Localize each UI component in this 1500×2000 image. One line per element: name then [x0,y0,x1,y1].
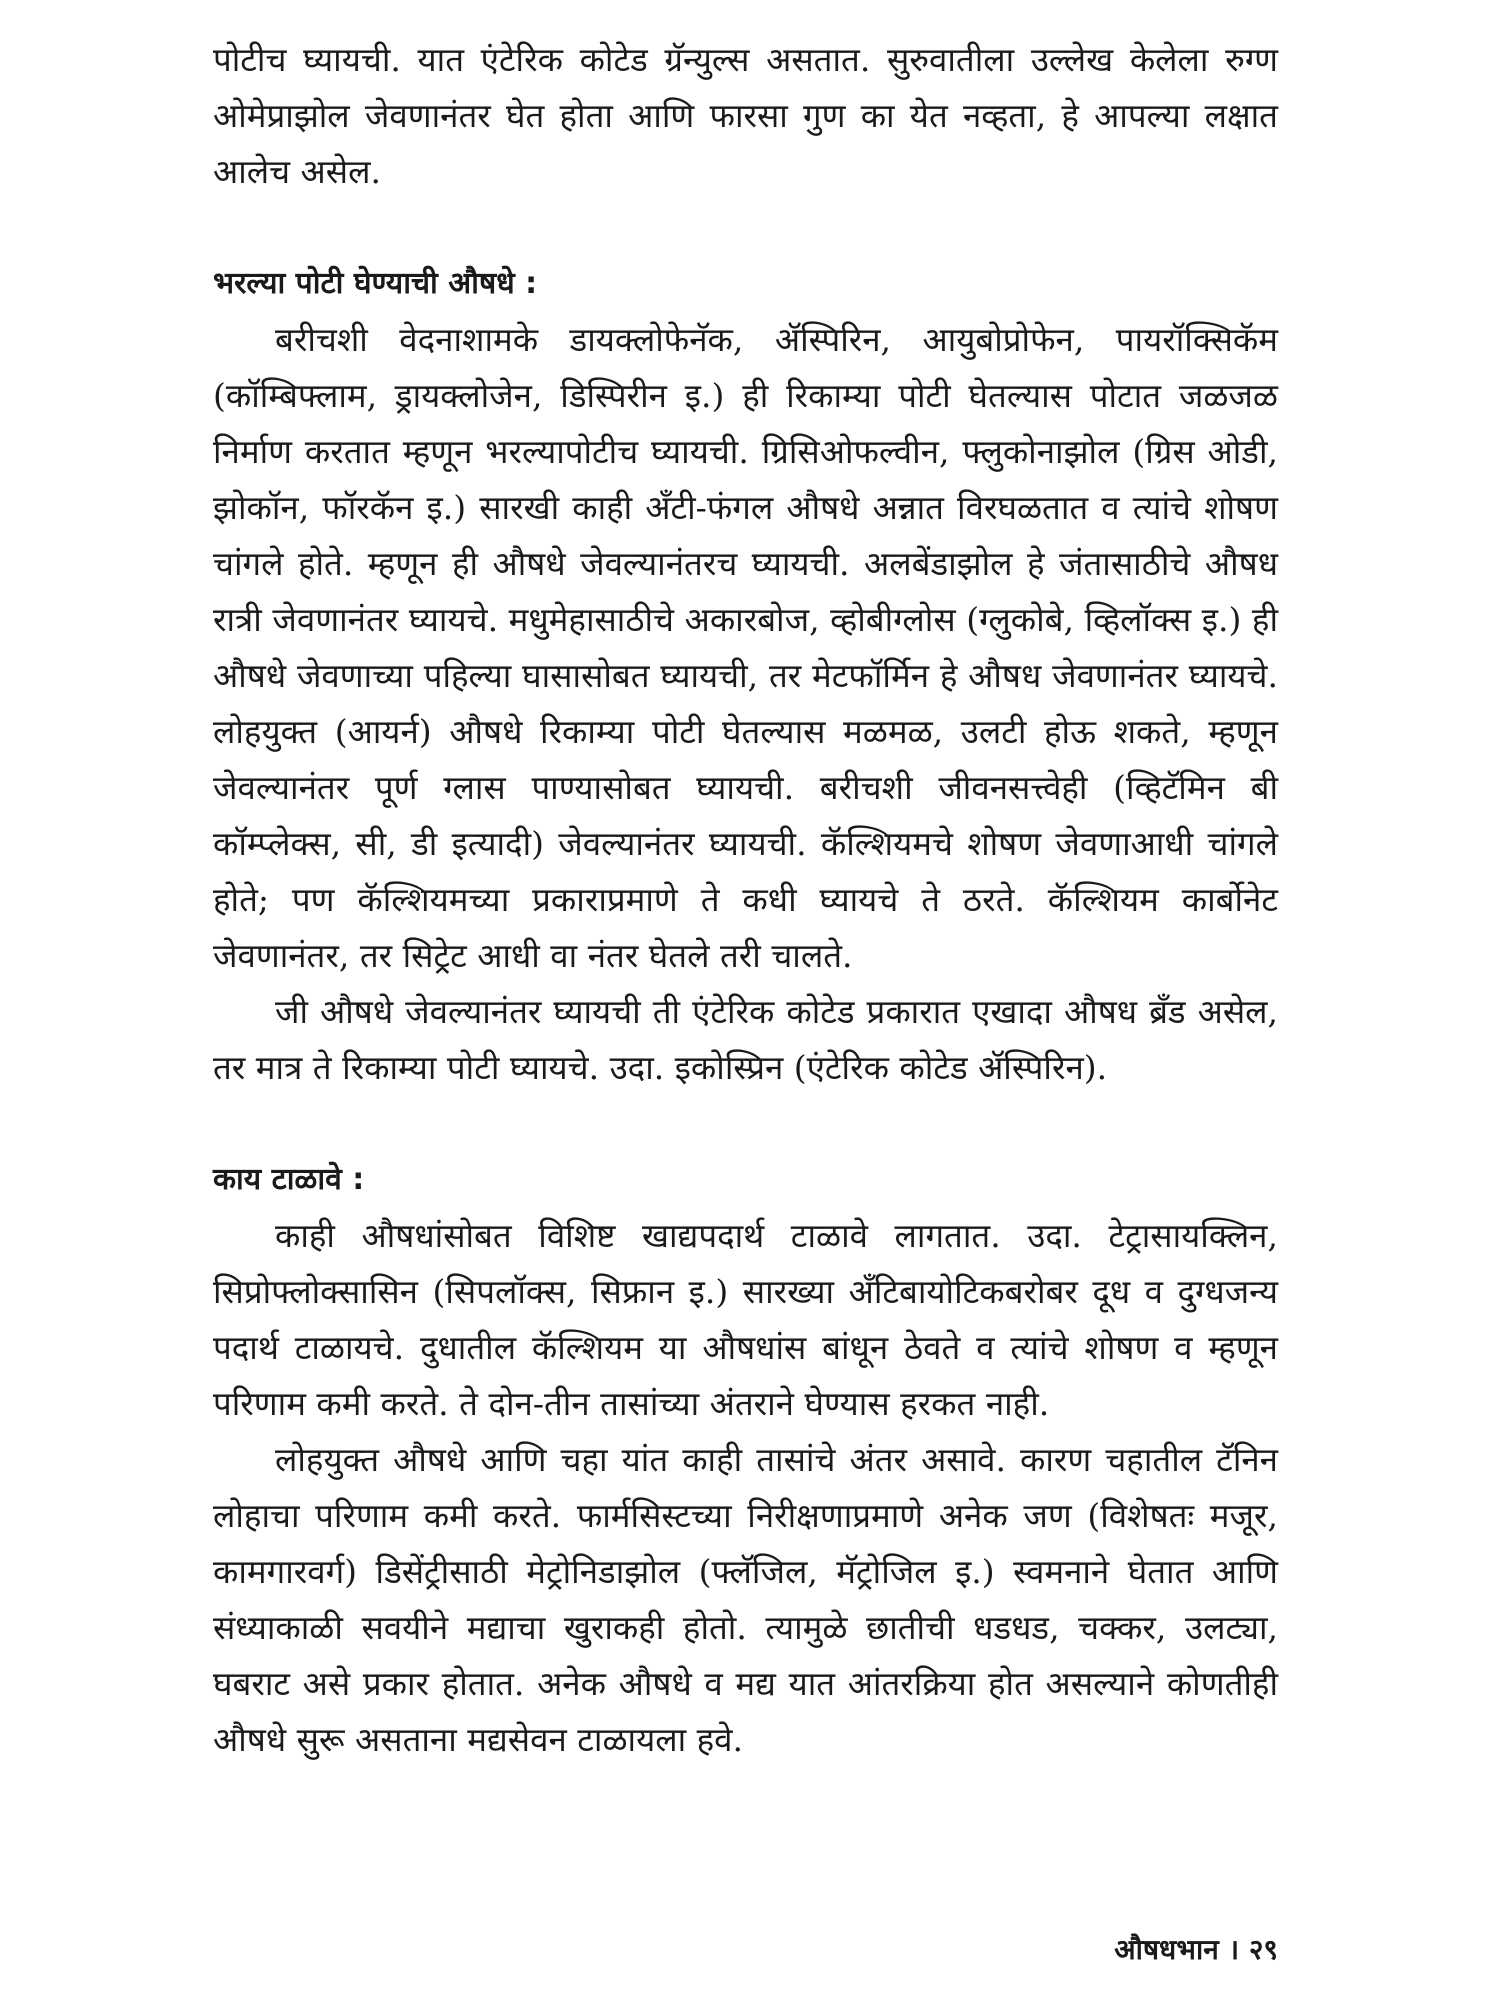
paragraph-avoid-2: लोहयुक्त औषधे आणि चहा यांत काही तासांचे अंतर असावे. कारण चहातील टॅनिन लोहाचा परिणाम कमी करते. फार्मसिस्टच्या निरीक्षणाप्रमाणे अनेक जण (विशेषतः मजूर, कामगारवर्ग) डिसेंट्रीसाठी मेट्रोनिडाझोल (फ्लॅजिल, मॅट्रोजिल इ.) स्वमनाने घेतात आणि संध्याकाळी सवयीने मद्याचा खुराकही होतो. त्यामुळे छातीची धडधड, चक्कर, उलट्या, घबराट असे प्रकार होतात. अनेक औषधे व मद्य यात आंतरक्रिया होत असल्याने कोणतीही औषधे सुरू असताना मद्यसेवन टाळायला हवे. [213,1440,1278,1759]
footer-book-title: औषधभान [1114,1933,1219,1966]
section-spacer [213,1096,1278,1152]
section-heading-full-stomach: भरल्या पोटी घेण्याची औषधे : [213,266,538,301]
page-footer [1114,1930,1278,1968]
page-body [213,32,1278,1768]
footer-separator: । [1228,1933,1240,1966]
section-heading-avoid: काय टाळावे : [213,1162,365,1197]
paragraph-full-stomach-1: बरीचशी वेदनाशामके डायक्लोफेनॅक, ॲस्पिरिन, आयुबोप्रोफेन, पायरॉक्सिकॅम (कॉम्बिफ्लाम, ड्रायक्लोजेन, डिस्पिरीन इ.) ही रिकाम्या पोटी घेतल्यास पोटात जळजळ निर्माण करतात म्हणून भरल्यापोटीच घ्यायची. ग्रिसिओफल्वीन, फ्लुकोनाझोल (ग्रिस ओडी, झोकॉन, फॉरकॅन इ.) सारखी काही अँटी-फंगल औषधे अन्नात विरघळतात व त्यांचे शोषण चांगले होते. म्हणून ही औषधे जेवल्यानंतरच घ्यायची. अलबेंडाझोल हे जंतासाठीचे औषध रात्री जेवणानंतर घ्यायचे. मधुमेहासाठीचे अकारबोज, व्होबीग्लोस (ग्लुकोबे, व्हिलॉक्स इ.) ही औषधे जेवणाच्या पहिल्या घासासोबत घ्यायची, तर मेटफॉर्मिन हे औषध जेवणानंतर घ्यायचे. लोहयुक्त (आयर्न) औषधे रिकाम्या पोटी घेतल्यास मळमळ, उलटी होऊ शकते, म्हणून जेवल्यानंतर पूर्ण ग्लास पाण्यासोबत घ्यायची. बरीचशी जीवनसत्त्वेही (व्हिटॅमिन बी कॉम्प्लेक्स, सी, डी इत्यादी) जेवल्यानंतर घ्यायची. कॅल्शियमचे शोषण जेवणाआधी चांगले होते; पण कॅल्शियमच्या प्रकाराप्रमाणे ते कधी घ्यायचे ते ठरते. कॅल्शियम कार्बोनेट जेवणानंतर, तर सिट्रेट आधी वा नंतर घेतले तरी चालते. [213,320,1278,975]
section-spacer [213,200,1278,256]
paragraph-full-stomach-2: जी औषधे जेवल्यानंतर घ्यायची ती एंटेरिक कोटेड प्रकारात एखादा औषध ब्रँड असेल, तर मात्र ते रिकाम्या पोटी घ्यायचे. उदा. इकोस्प्रिन (एंटेरिक कोटेड ॲस्पिरिन). [213,992,1278,1087]
intro-paragraph: पोटीच घ्यायची. यात एंटेरिक कोटेड ग्रॅन्युल्स असतात. सुरुवातीला उल्लेख केलेला रुग्ण ओमेप्राझोल जेवणानंतर घेत होता आणि फारसा गुण का येत नव्हता, हे आपल्या लक्षात आलेच असेल. [213,40,1278,191]
page-number: २९ [1248,1933,1278,1966]
paragraph-avoid-1: काही औषधांसोबत विशिष्ट खाद्यपदार्थ टाळावे लागतात. उदा. टेट्रासायक्लिन, सिप्रोफ्लोक्सासिन (सिपलॉक्स, सिफ्रान इ.) सारख्या अँटिबायोटिकबरोबर दूध व दुग्धजन्य पदार्थ टाळायचे. दुधातील कॅल्शियम या औषधांस बांधून ठेवते व त्यांचे शोषण व म्हणून परिणाम कमी करते. ते दोन-तीन तासांच्या अंतराने घेण्यास हरकत नाही. [213,1216,1278,1423]
